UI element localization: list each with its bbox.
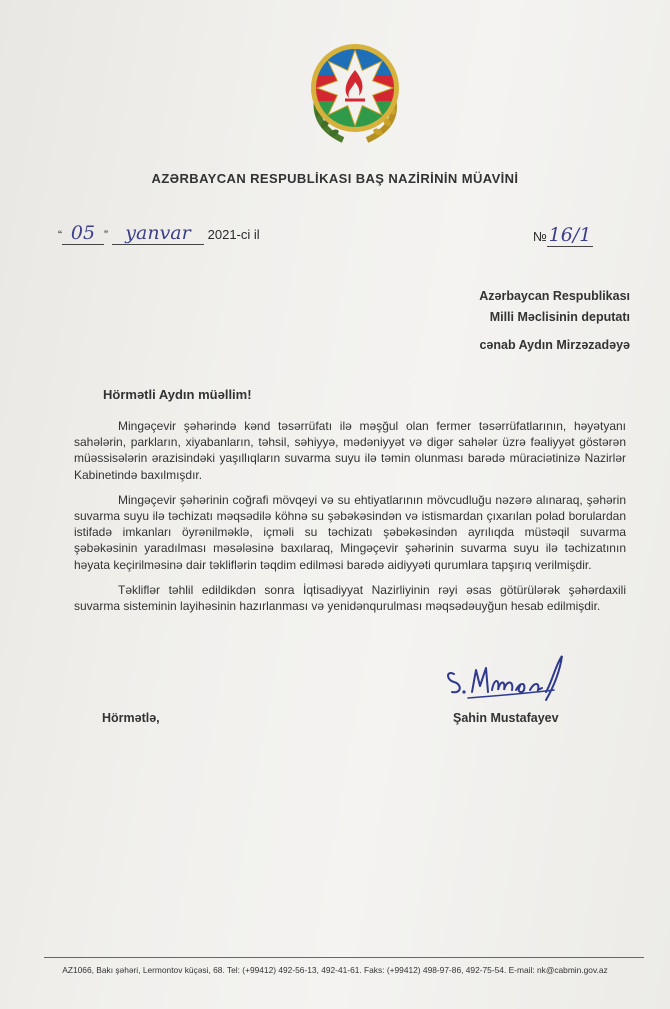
date-line bbox=[58, 222, 260, 245]
date-open-quote: “ bbox=[58, 228, 62, 242]
date-month: yanvar bbox=[112, 222, 204, 245]
handwritten-signature bbox=[442, 652, 572, 707]
date-day: 05 bbox=[62, 222, 104, 245]
recipient-country: Azərbaycan Respublikası bbox=[479, 289, 630, 303]
signer-name: Şahin Mustafayev bbox=[453, 711, 559, 725]
letter-body bbox=[74, 418, 626, 623]
recipient-position: Milli Məclisinin deputatı bbox=[489, 310, 630, 324]
state-emblem-icon bbox=[303, 38, 407, 146]
recipient-name: cənab Aydın Mirzəzadəyə bbox=[479, 338, 630, 352]
closing-phrase: Hörmətlə, bbox=[102, 711, 160, 725]
footer-contact: AZ1066, Bakı şəhəri, Lermontov küçəsi, 68. Tel: (+99412) 492-56-13, 492-41-61. Faks: (+99412) 498-97-86, 492-75-54. E-mail: nk@cabmin.gov.az bbox=[62, 965, 608, 975]
footer-divider bbox=[44, 957, 644, 958]
body-paragraph: Təkliflər təhlil edildikdən sonra İqtisadiyyat Nazirliyinin rəyi əsas götürülərək şəhərdaxili suvarma sisteminin layihəsinin hazırlanması və yenidənqurulması məqsədəuyğun hesab edilmişdir. bbox=[74, 582, 626, 614]
document-number bbox=[533, 224, 593, 247]
recipient-block bbox=[479, 286, 630, 356]
body-paragraph: Mingəçevir şəhərinin coğrafi mövqeyi və su ehtiyatlarının mövcudluğu nəzərə alınaraq, şəhərin suvarma suyu ilə təchizatı məqsədilə köhnə su şəbəkəsindən və istismardan çıxarılan polad borulardan istifadə imkanları öyrənilməklə, içməli su təchizatı şəbəkəsindən ayrılıqda müstəqil suvarma şəbəkəsinin yaradılması məsələsinə baxılaraq, Mingəçevir şəhərinin suvarma suyu ilə təchizatının həyata keçirilməsinə dair təkliflərin təqdim edilməsi barədə aidiyyəti qurumlara tapşırıq verilmişdir. bbox=[74, 492, 626, 572]
date-close-quote: ” bbox=[104, 228, 108, 242]
salutation: Hörmətli Aydın müəllim! bbox=[103, 387, 252, 402]
date-year: 2021-ci il bbox=[207, 227, 260, 242]
document-number-prefix: № bbox=[533, 229, 547, 244]
document-number-value: 16/1 bbox=[548, 224, 592, 246]
issuer-title: AZƏRBAYCAN RESPUBLİKASI BAŞ NAZİRİNİN MÜAVİNİ bbox=[151, 171, 519, 186]
body-paragraph: Mingəçevir şəhərində kənd təsərrüfatı ilə məşğul olan fermer təsərrüfatlarının, həyətyanı sahələrin, parkların, xiyabanların, təhsil, səhiyyə, mədəniyyət və digər sahələr üzrə fəaliyyət göstərən müəssisələrin ərazisindəki yaşıllıqların suvarma suyu ilə təmin olunması barədə müraciətinizə Nazirlər Kabinetində baxılmışdır. bbox=[74, 419, 626, 482]
